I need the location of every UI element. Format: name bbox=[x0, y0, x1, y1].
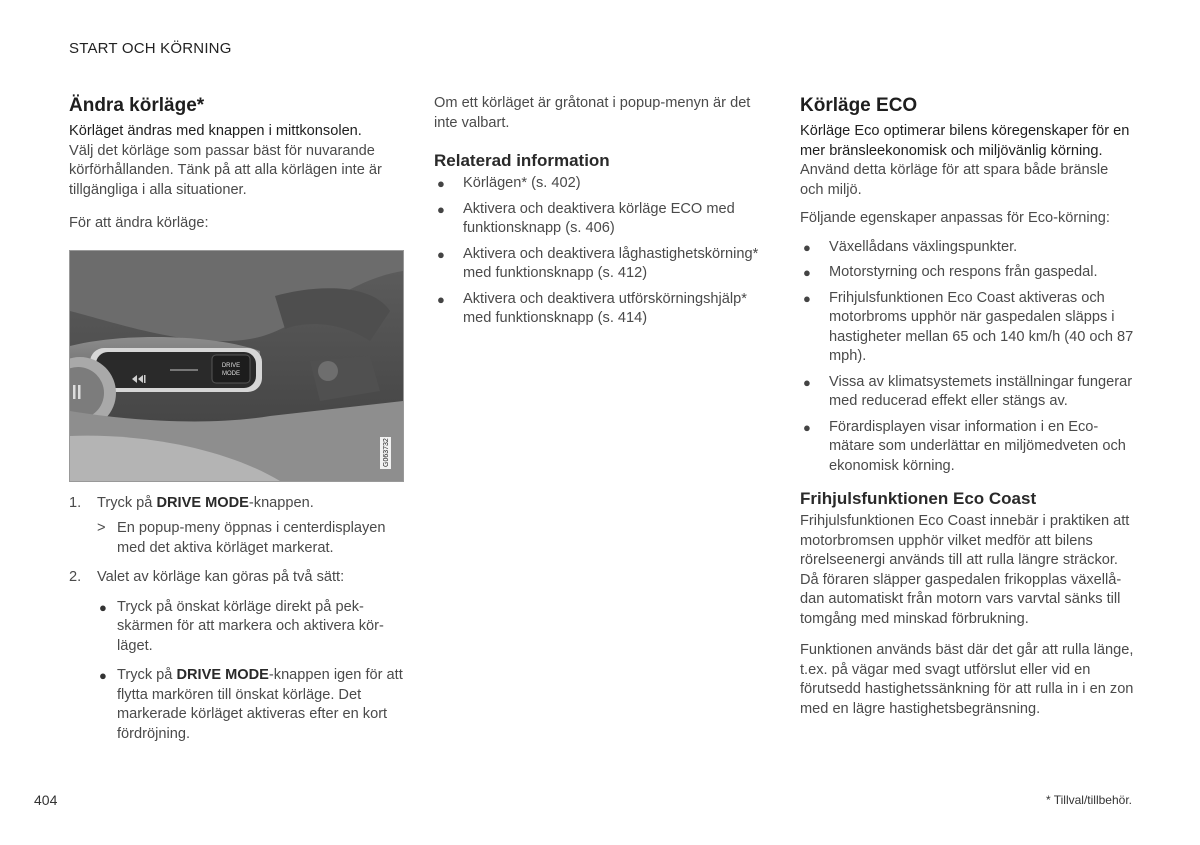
step-text: Valet av körläge kan göras på två sätt: bbox=[97, 569, 345, 585]
list-item: ● Motorstyrning och respons från gaspedal. bbox=[803, 264, 1098, 280]
step-text: Tryck på bbox=[97, 494, 157, 511]
page-number: 404 bbox=[34, 792, 58, 808]
link-text: Aktivera och deaktivera låghastighetskörning* med funktionsknapp (s. 412) bbox=[463, 245, 759, 281]
list-item: ● Tryck på önskat körläge direkt på pekskärmen för att markera och aktivera körläget. bbox=[99, 598, 384, 654]
option-text: Tryck på önskat körläge direkt på pekskärmen för att markera och aktivera körläget. bbox=[117, 598, 384, 654]
list-item: ● Vissa av klimatsystemets inställningar fungerar med reducerad effekt eller stängs av. bbox=[803, 373, 1133, 409]
feature-text: Förardisplayen visar information i en Eco-mätare som underlättar en miljömedveten och ekonomisk körning. bbox=[829, 418, 1126, 474]
right-column bbox=[800, 94, 1135, 731]
eco-intro-text: Använd detta körläge för att spara både bränsle och miljö. bbox=[800, 162, 1109, 198]
eco-list-intro: Följande egenskaper anpassas för Eco-körning: bbox=[800, 210, 1110, 226]
related-link[interactable]: ● Aktivera och deaktivera utförskörningshjälp* med funktionsknapp (s. 414) bbox=[437, 290, 747, 326]
footnote: * Tillval/tillbehör. bbox=[1045, 793, 1132, 807]
eco-features-list bbox=[800, 238, 1135, 477]
link-text: Aktivera och deaktivera utförskörningshjälp* med funktionsknapp (s. 414) bbox=[463, 290, 747, 326]
how-to-text: För att ändra körläge: bbox=[69, 215, 209, 231]
drive-mode-button-label-line1: DRIVE bbox=[221, 362, 241, 369]
drive-mode-keyword: DRIVE MODE bbox=[156, 494, 249, 511]
instruction-steps bbox=[69, 494, 404, 745]
middle-column bbox=[434, 94, 769, 335]
related-link[interactable]: ● Aktivera och deaktivera låghastighetskörning* med funktionsknapp (s. 412) bbox=[437, 245, 759, 281]
list-item: ● Tryck på DRIVE MODE-knappen igen för att flytta markören till önskat körläge. Det markerade körläget aktiveras efter en kort fördröjning. bbox=[99, 667, 403, 742]
section-heading-change-drive-mode: Ändra körläge* bbox=[69, 95, 205, 116]
eco-lead-text: Körläge Eco optimerar bilens köregenskaper för en mer bränsleekonomisk och miljövänlig körning. bbox=[800, 123, 1130, 159]
greyed-out-note: Om ett körläget är gråtonat i popup-menyn är det inte valbart. bbox=[434, 95, 751, 131]
feature-text: Vissa av klimatsystemets inställningar fungerar med reducerad effekt eller stängs av. bbox=[829, 373, 1133, 409]
list-item: ● Växellådans växlingspunkter. bbox=[803, 238, 1018, 255]
result-marker: > bbox=[97, 520, 106, 536]
eco-coast-paragraph-2: Funktionen används bäst där det går att rulla länge, t.ex. på vägar med svagt utförslut eller vid en förutsedd hastighetssänkning för att rulla in i en zon med en lägre hastighetsbegränsning. bbox=[800, 642, 1134, 717]
step-result bbox=[97, 519, 404, 558]
pause-icon bbox=[73, 385, 76, 399]
feature-text: Frihjulsfunktionen Eco Coast aktiveras och motorbroms upphör när gaspedalen släpps i hastigheter mellan 65 och 140 km/h (40 och 87 mph). bbox=[829, 289, 1134, 364]
running-header: START OCH KÖRNING bbox=[69, 40, 232, 57]
step-text: -knappen. bbox=[248, 494, 314, 511]
step-options bbox=[97, 598, 404, 745]
step-2 bbox=[69, 568, 404, 744]
related-links bbox=[434, 174, 769, 329]
option-text: -knappen igen för att flytta markören till önskat körläge. Det markerade körläget aktiveras efter en kort fördröjning. bbox=[117, 667, 403, 742]
related-information-heading: Relaterad information bbox=[434, 151, 610, 170]
eco-coast-paragraph-1: Frihjulsfunktionen Eco Coast innebär i praktiken att motorbromsen upphör vilket medför att bilens rörelseenergi används till att rulla längre sträckor. Då föraren släpper gaspedalen frikopplas växellådan automatiskt från motorn vars varvtal sänks till tomgång med minskad förbrukning. bbox=[800, 513, 1130, 627]
list-item: ● Frihjulsfunktionen Eco Coast aktiveras och motorbroms upphör när gaspedalen släpps i hastigheter mellan 65 och 140 km/h (40 och 87 mph). bbox=[803, 289, 1134, 364]
link-text: Aktivera och deaktivera körläge ECO med funktionsknapp (s. 406) bbox=[463, 200, 735, 236]
section-heading-eco: Körläge ECO bbox=[800, 95, 918, 116]
related-link[interactable]: ● Aktivera och deaktivera körläge ECO med funktionsknapp (s. 406) bbox=[437, 200, 735, 236]
drive-mode-keyword: DRIVE MODE bbox=[176, 667, 269, 683]
eco-coast-heading: Frihjulsfunktionen Eco Coast bbox=[800, 489, 1037, 508]
feature-text: Motorstyrning och respons från gaspedal. bbox=[829, 264, 1098, 280]
center-console-illustration bbox=[69, 250, 404, 482]
feature-text: Växellådans växlingspunkter. bbox=[829, 238, 1018, 255]
drive-mode-button-image bbox=[70, 251, 403, 481]
result-text: En popup-meny öppnas i centerdisplayen med det aktiva körläget markerat. bbox=[117, 520, 386, 556]
drive-mode-button-label-line2: MODE bbox=[222, 370, 240, 377]
step-number: 2. bbox=[69, 569, 82, 585]
step-1 bbox=[69, 494, 404, 559]
figure-code: G063732 bbox=[383, 437, 390, 467]
intro-text: Välj det körläge som passar bäst för nuvarande körförhållanden. Tänk på att alla körlägen inte är tillgängliga i alla situationer. bbox=[69, 142, 382, 198]
related-link[interactable]: ● Körlägen* (s. 402) bbox=[437, 175, 581, 191]
left-column bbox=[69, 94, 404, 754]
step-number: 1. bbox=[69, 494, 82, 511]
list-item: ● Förardisplayen visar information i en Eco-mätare som underlättar en miljömedveten och ekonomisk körning. bbox=[803, 418, 1126, 474]
lead-text: Körläget ändras med knappen i mittkonsolen. bbox=[69, 123, 362, 139]
option-text: Tryck på bbox=[117, 667, 177, 683]
link-text: Körlägen* (s. 402) bbox=[463, 175, 581, 191]
